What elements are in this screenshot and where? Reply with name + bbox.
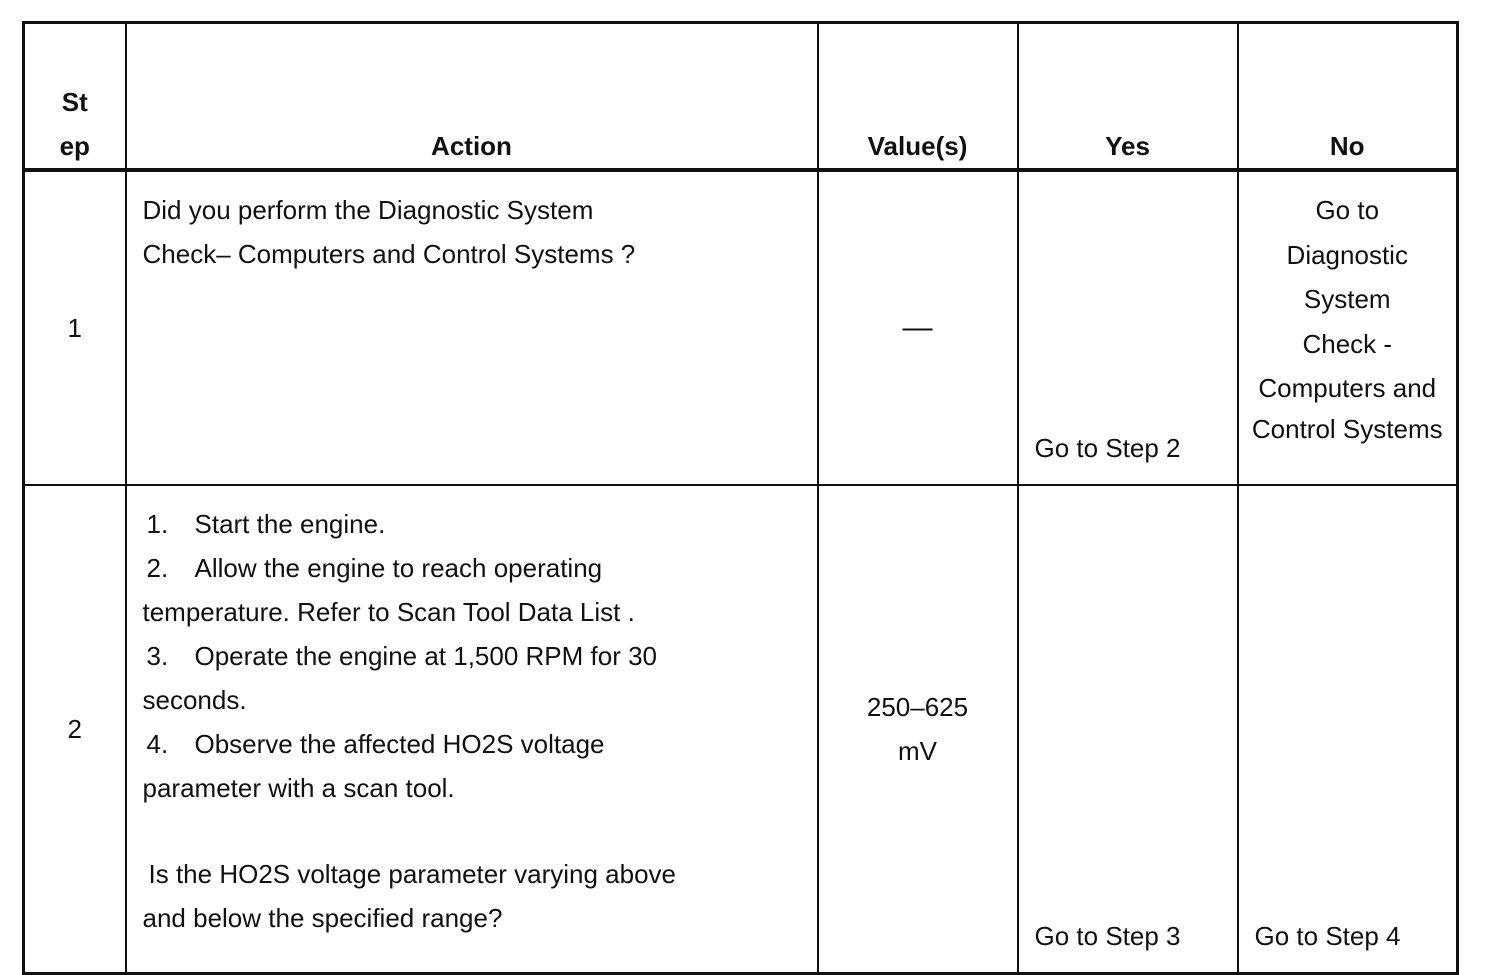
yes-cell xyxy=(1018,170,1238,485)
step-number: 1 xyxy=(24,170,126,485)
header-step: St ep xyxy=(24,23,126,171)
header-yes: Yes xyxy=(1018,23,1238,171)
value-dash: — xyxy=(902,311,933,344)
value-range: 250–625 xyxy=(866,692,969,722)
list-item-continuation: seconds. xyxy=(142,685,247,715)
table-row xyxy=(24,485,1458,974)
yes-link[interactable]: Go to Step 3 xyxy=(1034,921,1181,951)
list-item: 4. Observe the affected HO2S voltage xyxy=(146,729,605,759)
no-link[interactable]: Go to Step 4 xyxy=(1254,921,1401,951)
action-cell xyxy=(126,485,818,974)
list-item: 1. Start the engine. xyxy=(146,509,386,539)
diagnostic-table xyxy=(22,21,1459,975)
yes-link[interactable]: Go to Step 2 xyxy=(1034,433,1181,463)
no-cell xyxy=(1238,170,1458,485)
list-item: 2. Allow the engine to reach operating xyxy=(146,553,603,583)
value-unit: mV xyxy=(898,736,937,766)
yes-cell xyxy=(1018,485,1238,974)
header-no: No xyxy=(1238,23,1458,171)
step-number: 2 xyxy=(24,485,126,974)
value-cell xyxy=(818,485,1018,974)
no-cell xyxy=(1238,485,1458,974)
list-item-continuation: temperature. Refer to Scan Tool Data List . xyxy=(142,597,635,627)
action-cell xyxy=(126,170,818,485)
no-link[interactable]: Go to Diagnostic System Check - Computers and Control Systems xyxy=(1251,195,1443,444)
table-header-row xyxy=(24,23,1458,171)
header-values: Value(s) xyxy=(818,23,1018,171)
action-text: Did you perform the Diagnostic System xyxy=(142,195,594,225)
list-item: 3. Operate the engine at 1,500 RPM for 30 xyxy=(146,641,658,671)
table-row xyxy=(24,170,1458,485)
question-text: and below the specified range? xyxy=(142,903,503,933)
question-text: Is the HO2S voltage parameter varying above xyxy=(148,859,677,889)
list-item-continuation: parameter with a scan tool. xyxy=(142,773,455,803)
value-cell xyxy=(818,170,1018,485)
action-text: Check– Computers and Control Systems ? xyxy=(142,239,636,269)
header-action: Action xyxy=(126,23,818,171)
